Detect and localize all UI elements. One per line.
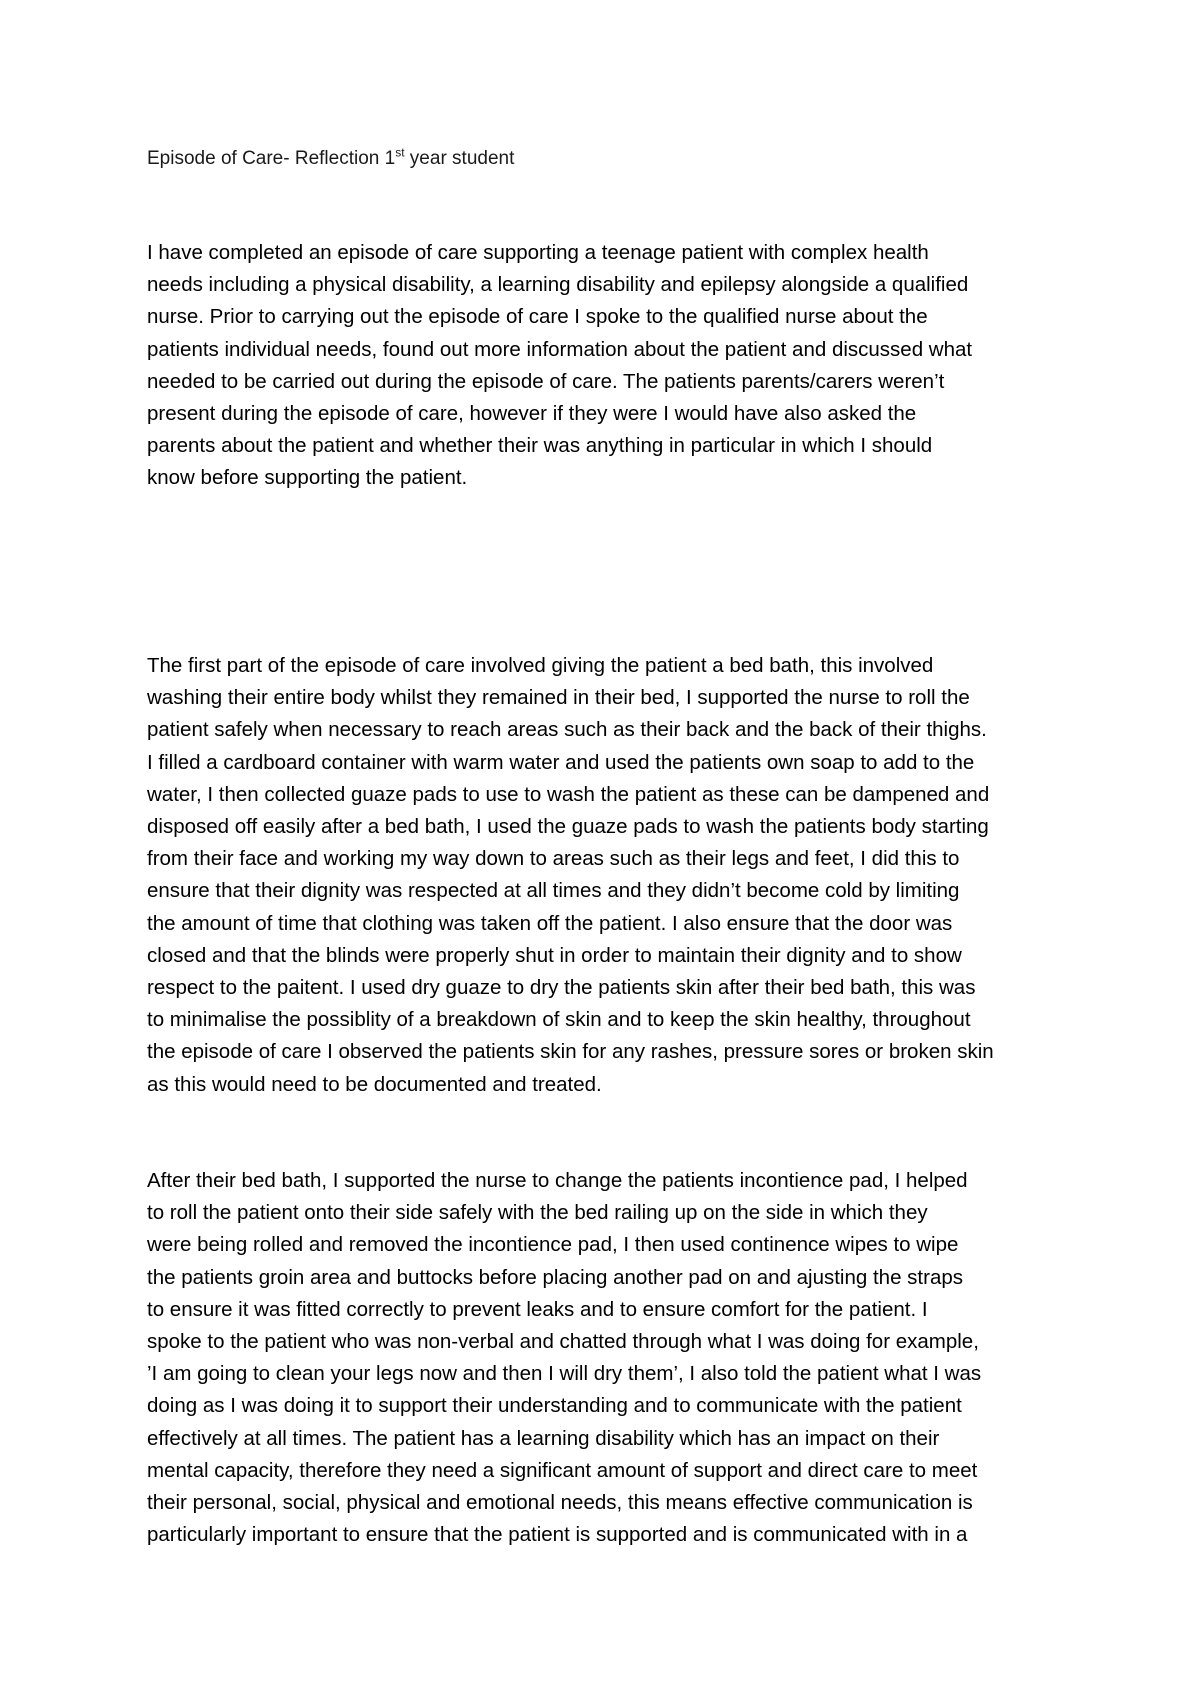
- paragraph-line: The first part of the episode of care involved giving the patient a bed bath, this involved: [147, 654, 934, 677]
- paragraph-preparation: [147, 237, 1077, 495]
- paragraph-incontinence-care: [147, 1165, 1077, 1551]
- paragraph-line: needed to be carried out during the episode of care. The patients parents/carers weren’t: [147, 369, 945, 393]
- paragraph-line: the episode of care I observed the patients skin for any rashes, pressure sores or broken skin: [147, 1040, 994, 1064]
- paragraph-line: their personal, social, physical and emotional needs, this means effective communication is: [147, 1491, 973, 1515]
- paragraph-line: washing their entire body whilst they remained in their bed, I supported the nurse to roll the: [147, 686, 970, 710]
- document-title: [147, 146, 514, 172]
- paragraph-bed-bath: [147, 650, 1077, 1101]
- paragraph-line: respect to the paitent. I used dry guaze to dry the patients skin after their bed bath, this was: [147, 976, 976, 1000]
- title-superscript: st: [395, 145, 405, 160]
- paragraph-line: closed and that the blinds were properly shut in order to maintain their dignity and to show: [147, 943, 962, 967]
- paragraph-line: know before supporting the patient.: [147, 466, 468, 490]
- title-text: Episode of Care- Reflection 1: [147, 148, 396, 169]
- paragraph-line: needs including a physical disability, a learning disability and epilepsy alongside a qualified: [147, 273, 969, 297]
- paragraph-line: as this would need to be documented and treated.: [147, 1072, 602, 1096]
- paragraph-line: to ensure it was fitted correctly to prevent leaks and to ensure comfort for the patient. I: [147, 1297, 928, 1321]
- paragraph-line: After their bed bath, I supported the nurse to change the patients incontience pad, I helped: [147, 1169, 968, 1192]
- paragraph-line: I have completed an episode of care supporting a teenage patient with complex health: [147, 241, 929, 264]
- paragraph-line: patient safely when necessary to reach areas such as their back and the back of their thighs.: [147, 718, 987, 742]
- paragraph-line: doing as I was doing it to support their understanding and to communicate with the patient: [147, 1394, 962, 1418]
- paragraph-line: to roll the patient onto their side safely with the bed railing up on the side in which they: [147, 1201, 928, 1225]
- paragraph-line: ensure that their dignity was respected at all times and they didn’t become cold by limiting: [147, 879, 960, 903]
- paragraph-line: parents about the patient and whether their was anything in particular in which I should: [147, 434, 933, 458]
- paragraph-line: effectively at all times. The patient has a learning disability which has an impact on their: [147, 1426, 940, 1450]
- paragraph-line: the amount of time that clothing was taken off the patient. I also ensure that the door was: [147, 911, 953, 935]
- paragraph-line: particularly important to ensure that the patient is supported and is communicated with in a: [147, 1523, 968, 1547]
- paragraph-line: ’I am going to clean your legs now and then I will dry them’, I also told the patient what I was: [147, 1362, 982, 1386]
- paragraph-line: mental capacity, therefore they need a significant amount of support and direct care to meet: [147, 1458, 978, 1482]
- paragraph-line: spoke to the patient who was non-verbal and chatted through what I was doing for example,: [147, 1330, 979, 1354]
- paragraph-line: to minimalise the possiblity of a breakdown of skin and to keep the skin healthy, throughout: [147, 1008, 971, 1032]
- paragraph-line: patients individual needs, found out more information about the patient and discussed what: [147, 337, 973, 361]
- paragraph-line: present during the episode of care, however if they were I would have also asked the: [147, 402, 917, 426]
- paragraph-line: the patients groin area and buttocks before placing another pad on and ajusting the straps: [147, 1265, 964, 1289]
- paragraph-line: I filled a cardboard container with warm water and used the patients own soap to add to the: [147, 750, 975, 774]
- paragraph-line: from their face and working my way down to areas such as their legs and feet, I did this to: [147, 847, 960, 871]
- paragraph-line: were being rolled and removed the incontience pad, I then used continence wipes to wipe: [147, 1233, 959, 1257]
- title-suffix: year student: [404, 148, 515, 169]
- paragraph-line: disposed off easily after a bed bath, I used the guaze pads to wash the patients body starting: [147, 815, 989, 839]
- paragraph-line: nurse. Prior to carrying out the episode of care I spoke to the qualified nurse about the: [147, 305, 928, 329]
- paragraph-line: water, I then collected guaze pads to use to wash the patient as these can be dampened and: [147, 782, 990, 806]
